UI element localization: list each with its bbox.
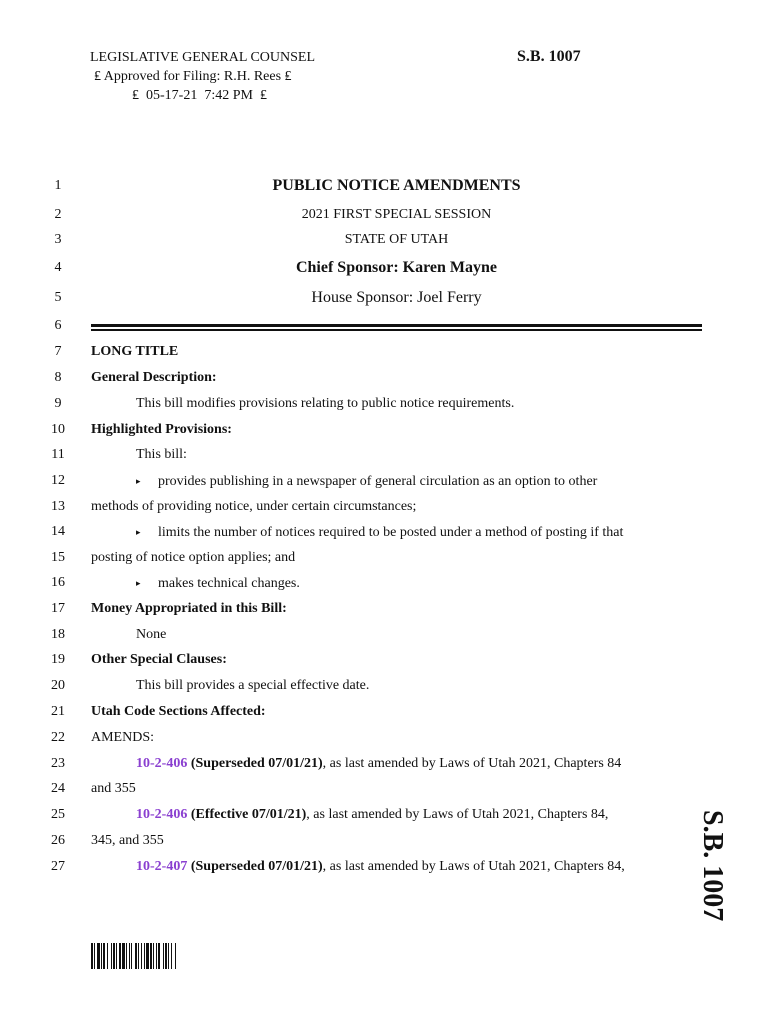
- line-number: 4: [54, 260, 62, 275]
- line-14: [0, 520, 700, 544]
- approval-stamp: ₤ Approved for Filing: R.H. Rees ₤: [94, 69, 292, 84]
- line-number: 24: [51, 781, 65, 796]
- line-number: 18: [51, 627, 65, 642]
- bullet-icon: ▸: [136, 476, 141, 486]
- approval-datetime: ₤ 05-17-21 7:42 PM ₤: [132, 88, 267, 103]
- money-appropriated: None: [136, 627, 167, 642]
- provision-1-text: provides publishing in a newspaper of general circulation as an option to other: [158, 474, 598, 489]
- amends-label: AMENDS:: [91, 730, 155, 745]
- legislative-header: [90, 48, 315, 105]
- bullet-icon: ▸: [136, 527, 141, 537]
- code-section-3: [136, 855, 625, 879]
- line-number: 19: [51, 652, 65, 667]
- provision-3: [136, 571, 300, 596]
- line-8: [0, 366, 700, 390]
- special-clauses-heading: Other Special Clauses:: [91, 652, 227, 667]
- line-16: [0, 571, 700, 595]
- barcode-stripe: [129, 943, 130, 969]
- line-2: [0, 203, 700, 227]
- barcode-stripe: [94, 943, 95, 969]
- line-23: [0, 752, 700, 776]
- code-section-link[interactable]: 10-2-406: [136, 807, 188, 822]
- barcode-stripe: [146, 943, 149, 969]
- barcode-stripe: [119, 943, 121, 969]
- section-history-continued: 345, and 355: [91, 833, 164, 848]
- provision-3-text: makes technical changes.: [158, 576, 300, 591]
- line-number: 20: [51, 678, 65, 693]
- section-status: (Effective 07/01/21): [190, 807, 307, 822]
- barcode-stripe: [141, 943, 142, 969]
- barcode-stripe: [131, 943, 132, 969]
- line-number: 2: [54, 207, 62, 222]
- line-18: [0, 623, 700, 647]
- line-number: 26: [51, 833, 65, 848]
- line-number: 17: [51, 601, 65, 616]
- side-bill-label: S.B. 1007: [697, 810, 728, 922]
- barcode-stripe: [111, 943, 112, 969]
- provision-1-continued: methods of providing notice, under certain circumstances;: [91, 499, 417, 514]
- provision-2-continued: posting of notice option applies; and: [91, 550, 296, 565]
- line-24: [0, 777, 700, 801]
- line-25: [0, 803, 700, 827]
- line-10: [0, 418, 700, 442]
- barcode-stripe: [135, 943, 137, 969]
- line-number: 10: [51, 422, 65, 437]
- bullet-icon: ▸: [136, 578, 141, 588]
- this-bill-intro: This bill:: [136, 447, 187, 462]
- section-history: , as last amended by Laws of Utah 2021, Chapters 84: [322, 756, 622, 771]
- line-13: [0, 495, 700, 519]
- line-number: 8: [54, 370, 62, 385]
- barcode-stripe: [150, 943, 152, 969]
- barcode-stripe: [103, 943, 105, 969]
- barcode-stripe: [168, 943, 169, 969]
- line-19: [0, 648, 700, 672]
- session: 2021 FIRST SPECIAL SESSION: [301, 207, 492, 222]
- line-number: 6: [54, 318, 62, 333]
- barcode-stripe: [113, 943, 115, 969]
- line-number: 25: [51, 807, 65, 822]
- line-number: 5: [54, 290, 62, 305]
- line-number: 3: [54, 232, 62, 247]
- line-12: [0, 469, 700, 493]
- money-appropriated-heading: Money Appropriated in this Bill:: [91, 601, 287, 616]
- code-section-link[interactable]: 10-2-407: [136, 859, 188, 874]
- barcode-stripe: [156, 943, 157, 969]
- state: STATE OF UTAH: [344, 232, 449, 247]
- provision-2-text: limits the number of notices required to be posted under a method of posting if that: [158, 525, 624, 540]
- general-description: This bill modifies provisions relating to public notice requirements.: [136, 396, 515, 411]
- section-status: (Superseded 07/01/21): [190, 756, 323, 771]
- line-1: [0, 174, 700, 198]
- line-26: [0, 829, 700, 853]
- line-number: 11: [51, 447, 65, 462]
- code-section-2: [136, 803, 608, 827]
- section-history: , as last amended by Laws of Utah 2021, Chapters 84,: [306, 807, 609, 822]
- line-15: [0, 546, 700, 570]
- barcode-stripe: [97, 943, 100, 969]
- line-4: [0, 256, 700, 280]
- barcode-stripe: [175, 943, 176, 969]
- divider-thin: [91, 329, 702, 331]
- barcode-stripe: [158, 943, 160, 969]
- chief-sponsor: Chief Sponsor: Karen Mayne: [295, 259, 498, 276]
- line-number: 16: [51, 575, 65, 590]
- section-history-continued: and 355: [91, 781, 136, 796]
- code-section-1: [136, 752, 621, 776]
- section-status: (Superseded 07/01/21): [190, 859, 323, 874]
- barcode-stripe: [163, 943, 164, 969]
- bill-number: S.B. 1007: [517, 48, 581, 65]
- code-section-link[interactable]: 10-2-406: [136, 756, 188, 771]
- barcode-stripe: [171, 943, 172, 969]
- house-sponsor: House Sponsor: Joel Ferry: [311, 289, 482, 306]
- code-sections-heading: Utah Code Sections Affected:: [91, 704, 266, 719]
- barcode-stripe: [91, 943, 93, 969]
- bill-title: PUBLIC NOTICE AMENDMENTS: [272, 177, 521, 194]
- special-clauses: This bill provides a special effective date.: [136, 678, 370, 693]
- line-number: 15: [51, 550, 65, 565]
- line-17: [0, 597, 700, 621]
- barcode-stripe: [122, 943, 125, 969]
- barcode-image: [91, 943, 231, 969]
- line-number: 12: [51, 473, 65, 488]
- barcode-stripe: [138, 943, 139, 969]
- long-title-heading: LONG TITLE: [91, 344, 179, 359]
- general-description-heading: General Description:: [91, 370, 217, 385]
- provision-2: [136, 520, 623, 545]
- line-number: 23: [51, 756, 65, 771]
- section-history: , as last amended by Laws of Utah 2021, Chapters 84,: [322, 859, 625, 874]
- barcode-stripe: [153, 943, 154, 969]
- line-number: 7: [54, 344, 62, 359]
- line-number: 27: [51, 859, 65, 874]
- barcode-stripe: [101, 943, 102, 969]
- line-9: [0, 392, 700, 416]
- line-11: [0, 443, 700, 467]
- barcode-stripe: [116, 943, 117, 969]
- barcode-stripe: [144, 943, 145, 969]
- barcode-stripe: [165, 943, 167, 969]
- line-7: [0, 340, 700, 364]
- line-20: [0, 674, 700, 698]
- line-21: [0, 700, 700, 724]
- line-number: 1: [54, 178, 62, 193]
- line-number: 13: [51, 499, 65, 514]
- barcode-stripe: [126, 943, 127, 969]
- office-name: LEGISLATIVE GENERAL COUNSEL: [90, 50, 316, 65]
- line-22: [0, 726, 700, 750]
- line-number: 9: [54, 396, 62, 411]
- barcode-stripe: [107, 943, 108, 969]
- line-5: [0, 286, 700, 310]
- highlighted-provisions-heading: Highlighted Provisions:: [91, 422, 232, 437]
- line-27: [0, 855, 700, 879]
- line-number: 14: [51, 524, 65, 539]
- line-3: [0, 228, 700, 252]
- line-number: 21: [51, 704, 65, 719]
- line-number: 22: [51, 730, 65, 745]
- divider-thick: [91, 324, 702, 327]
- provision-1: [136, 469, 597, 494]
